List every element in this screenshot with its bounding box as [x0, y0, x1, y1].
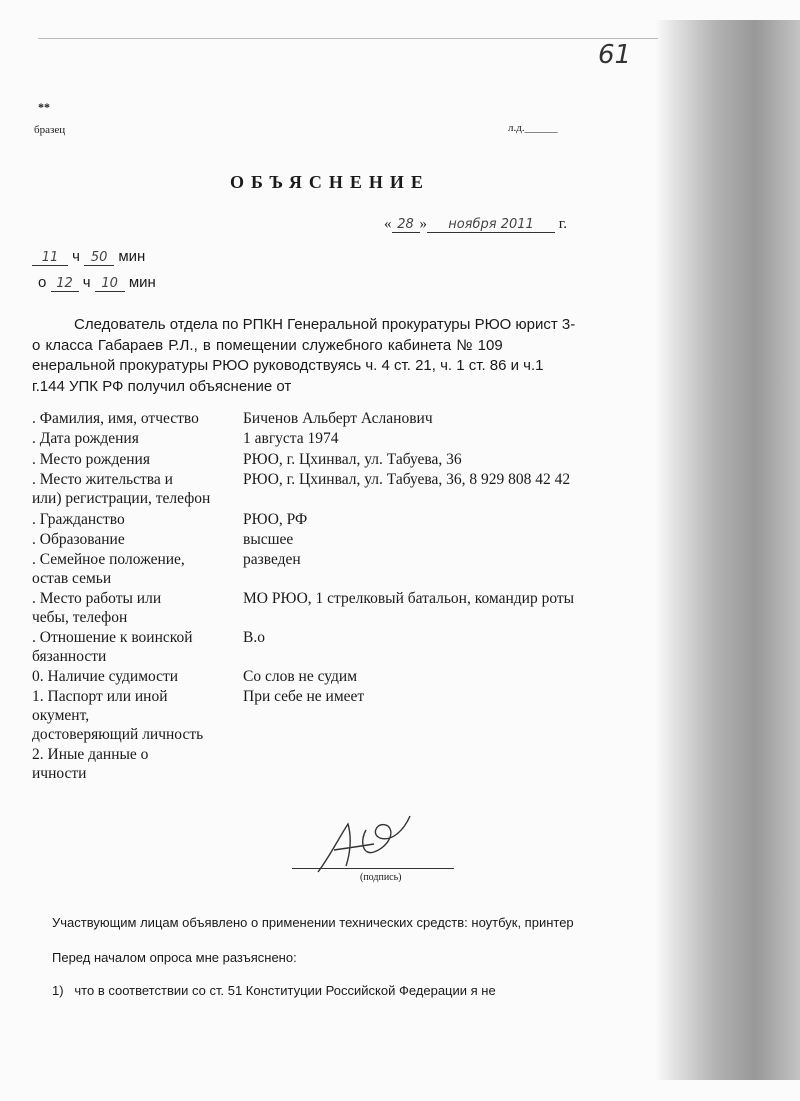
field-value-criminal-record: Со слов не судим	[243, 668, 358, 685]
field-value-marital-status: разведен	[243, 551, 301, 568]
field-label: . Место работы или	[32, 590, 162, 607]
time-end-prefix: о	[38, 274, 47, 291]
field-label: окумент,	[32, 707, 90, 724]
signature-line	[292, 868, 454, 869]
field-value-residence: РЮО, г. Цхинвал, ул. Табуева, 36, 8 929 808 42 42	[243, 471, 571, 488]
date-close-quote: »	[419, 216, 427, 232]
field-value-birth-date: 1 августа 1974	[243, 430, 339, 447]
time-start-m-label: мин	[118, 248, 146, 265]
scan-edge-line	[38, 38, 658, 39]
explained-heading: Перед началом опроса мне разъяснено:	[52, 950, 297, 965]
tech-notice: Участвующим лицам объявлено о применении технических средств: ноутбук, принтер	[52, 915, 574, 930]
rights-item-1-number: 1)	[52, 983, 64, 998]
time-start-h-label: ч	[72, 248, 80, 265]
field-value-workplace: МО РЮО, 1 стрелковый батальон, командир роты	[243, 590, 575, 607]
date-year-suffix: г.	[558, 216, 567, 232]
case-sheet-label: л.д.______	[508, 122, 558, 134]
scan-shadow	[655, 20, 800, 1080]
field-label: ичности	[32, 765, 87, 782]
signature-caption: (подпись)	[360, 872, 402, 883]
field-label: . Отношение к воинской	[32, 629, 193, 646]
time-start	[32, 248, 145, 266]
time-end	[38, 274, 156, 292]
page-number-handwritten: 61	[598, 40, 632, 70]
header-marks: **	[38, 100, 50, 114]
field-label: чебы, телефон	[32, 609, 128, 626]
field-label: . Семейное положение,	[32, 551, 185, 568]
field-label: . Гражданство	[32, 511, 125, 528]
field-label: . Фамилия, имя, отчество	[32, 410, 199, 427]
time-end-hours: 12	[51, 276, 79, 292]
document-title: ОБЪЯСНЕНИЕ	[230, 172, 430, 192]
intro-line-2: о класса Габараев Р.Л., в помещении служебного кабинета № 109	[32, 337, 503, 354]
field-label: 0. Наличие судимости	[32, 668, 179, 685]
intro-line-3: енеральной прокуратуры РЮО руководствуясь ч. 4 ст. 21, ч. 1 ст. 86 и ч.1	[32, 357, 544, 374]
field-label: 2. Иные данные о	[32, 746, 149, 763]
signature-scribble	[300, 808, 430, 880]
field-label: . Место рождения	[32, 451, 150, 468]
time-end-minutes: 10	[95, 276, 125, 292]
time-start-minutes: 50	[84, 250, 114, 266]
time-start-hours: 11	[32, 250, 68, 266]
field-label: 1. Паспорт или иной	[32, 688, 168, 705]
time-end-m-label: мин	[128, 274, 156, 291]
intro-line-4: г.144 УПК РФ получил объяснение от	[32, 378, 292, 395]
field-value-passport: При себе не имеет	[243, 688, 365, 705]
field-value-education: высшее	[243, 531, 294, 548]
field-label: бязанности	[32, 648, 107, 665]
document-date	[384, 216, 567, 233]
field-value-military: В.о	[243, 629, 265, 646]
date-day: 28	[392, 217, 420, 233]
field-value-birth-place: РЮО, г. Цхинвал, ул. Табуева, 36	[243, 451, 462, 468]
field-label: достоверяющий личность	[32, 726, 204, 743]
rights-item-1	[52, 983, 496, 998]
sample-label: бразец	[34, 124, 66, 136]
time-end-h-label: ч	[82, 274, 91, 291]
field-label: остав семьи	[32, 570, 112, 587]
field-value-full-name: Биченов Альберт Асланович	[243, 410, 433, 427]
field-label: или) регистрации, телефон	[32, 490, 211, 507]
field-label: . Дата рождения	[32, 430, 139, 447]
field-value-citizenship: РЮО, РФ	[243, 511, 308, 528]
date-open-quote: «	[384, 216, 392, 232]
intro-line-1: Следователь отдела по РПКН Генеральной прокуратуры РЮО юрист 3-	[74, 316, 576, 333]
field-label: . Образование	[32, 531, 125, 548]
field-label: . Место жительства и	[32, 471, 173, 488]
rights-item-1-text: что в соответствии со ст. 51 Конституции Российской Федерации я не	[74, 983, 496, 998]
date-month-year: ноября 2011	[427, 217, 555, 233]
